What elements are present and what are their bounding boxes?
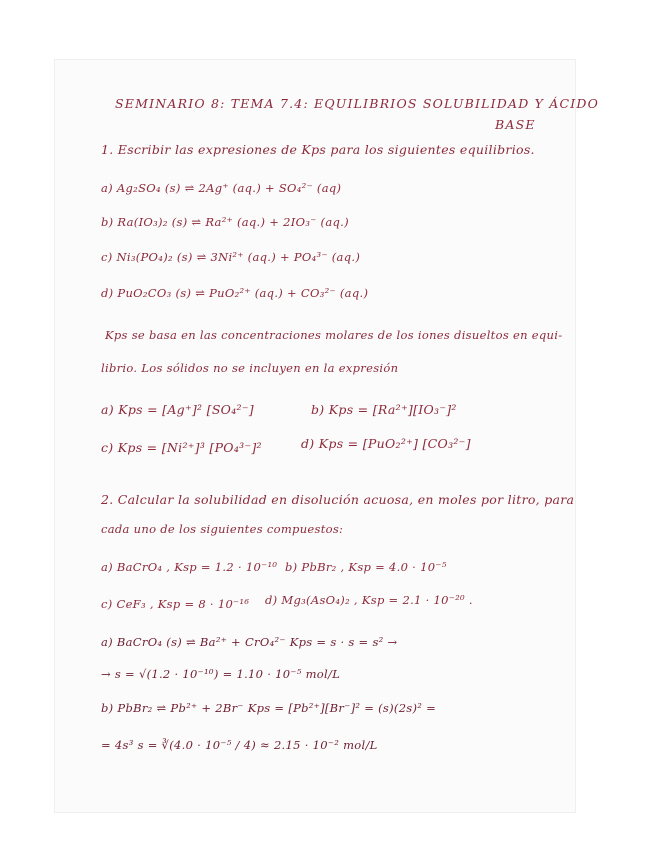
kps-expression-c: c) Kps = [Ni²⁺]³ [PO₄³⁻]² [101, 440, 262, 455]
kps-note-line-1: Kps se basa en las concentraciones molares de los iones disueltos en equi- [105, 328, 563, 342]
question-1-prompt: 1. Escribir las expresiones de Kps para los siguientes equilibrios. [101, 142, 535, 157]
equation-a: a) Ag₂SO₄ (s) ⇌ 2Ag⁺ (aq.) + SO₄²⁻ (aq) [101, 181, 342, 195]
equation-b: b) Ra(IO₃)₂ (s) ⇌ Ra²⁺ (aq.) + 2IO₃⁻ (aq.) [101, 215, 349, 229]
equation-d: d) PuO₂CO₃ (s) ⇌ PuO₂²⁺ (aq.) + CO₃²⁻ (aq.) [101, 286, 369, 300]
kps-expression-a: a) Kps = [Ag⁺]² [SO₄²⁻] [101, 402, 254, 417]
solution-b-line-2: = 4s³ s = ∛(4.0 · 10⁻⁵ / 4) ≈ 2.15 · 10⁻² mol/L [101, 738, 378, 752]
question-2-prompt-line-2: cada uno de los siguientes compuestos: [101, 522, 344, 536]
compound-b: b) PbBr₂ , Ksp = 4.0 · 10⁻⁵ [285, 560, 447, 574]
question-2-prompt-line-1: 2. Calcular la solubilidad en disolución acuosa, en moles por litro, para [101, 492, 575, 507]
kps-note-line-2: librio. Los sólidos no se incluyen en la expresión [101, 361, 399, 375]
compound-a: a) BaCrO₄ , Ksp = 1.2 · 10⁻¹⁰ [101, 560, 278, 574]
kps-expression-d: d) Kps = [PuO₂²⁺] [CO₃²⁻] [301, 436, 471, 451]
compound-c: c) CeF₃ , Ksp = 8 · 10⁻¹⁶ [101, 597, 250, 611]
notebook-page [55, 60, 600, 812]
compound-d: d) Mg₃(AsO₄)₂ , Ksp = 2.1 · 10⁻²⁰ . [265, 593, 473, 607]
equation-c: c) Ni₃(PO₄)₂ (s) ⇌ 3Ni²⁺ (aq.) + PO₄³⁻ (aq.) [101, 250, 361, 264]
page-title-continuation: BASE [495, 117, 536, 132]
solution-a-line-2: → s = √(1.2 · 10⁻¹⁰) = 1.10 · 10⁻⁵ mol/L [101, 667, 341, 681]
solution-a-line-1: a) BaCrO₄ (s) ⇌ Ba²⁺ + CrO₄²⁻ Kps = s · s = s² → [101, 635, 398, 649]
kps-expression-b: b) Kps = [Ra²⁺][IO₃⁻]² [311, 402, 457, 417]
solution-b-line-1: b) PbBr₂ ⇌ Pb²⁺ + 2Br⁻ Kps = [Pb²⁺][Br⁻]² = (s)(2s)² = [101, 701, 437, 715]
page-title: SEMINARIO 8: TEMA 7.4: EQUILIBRIOS SOLUBILIDAD Y ÁCIDO [115, 96, 600, 111]
